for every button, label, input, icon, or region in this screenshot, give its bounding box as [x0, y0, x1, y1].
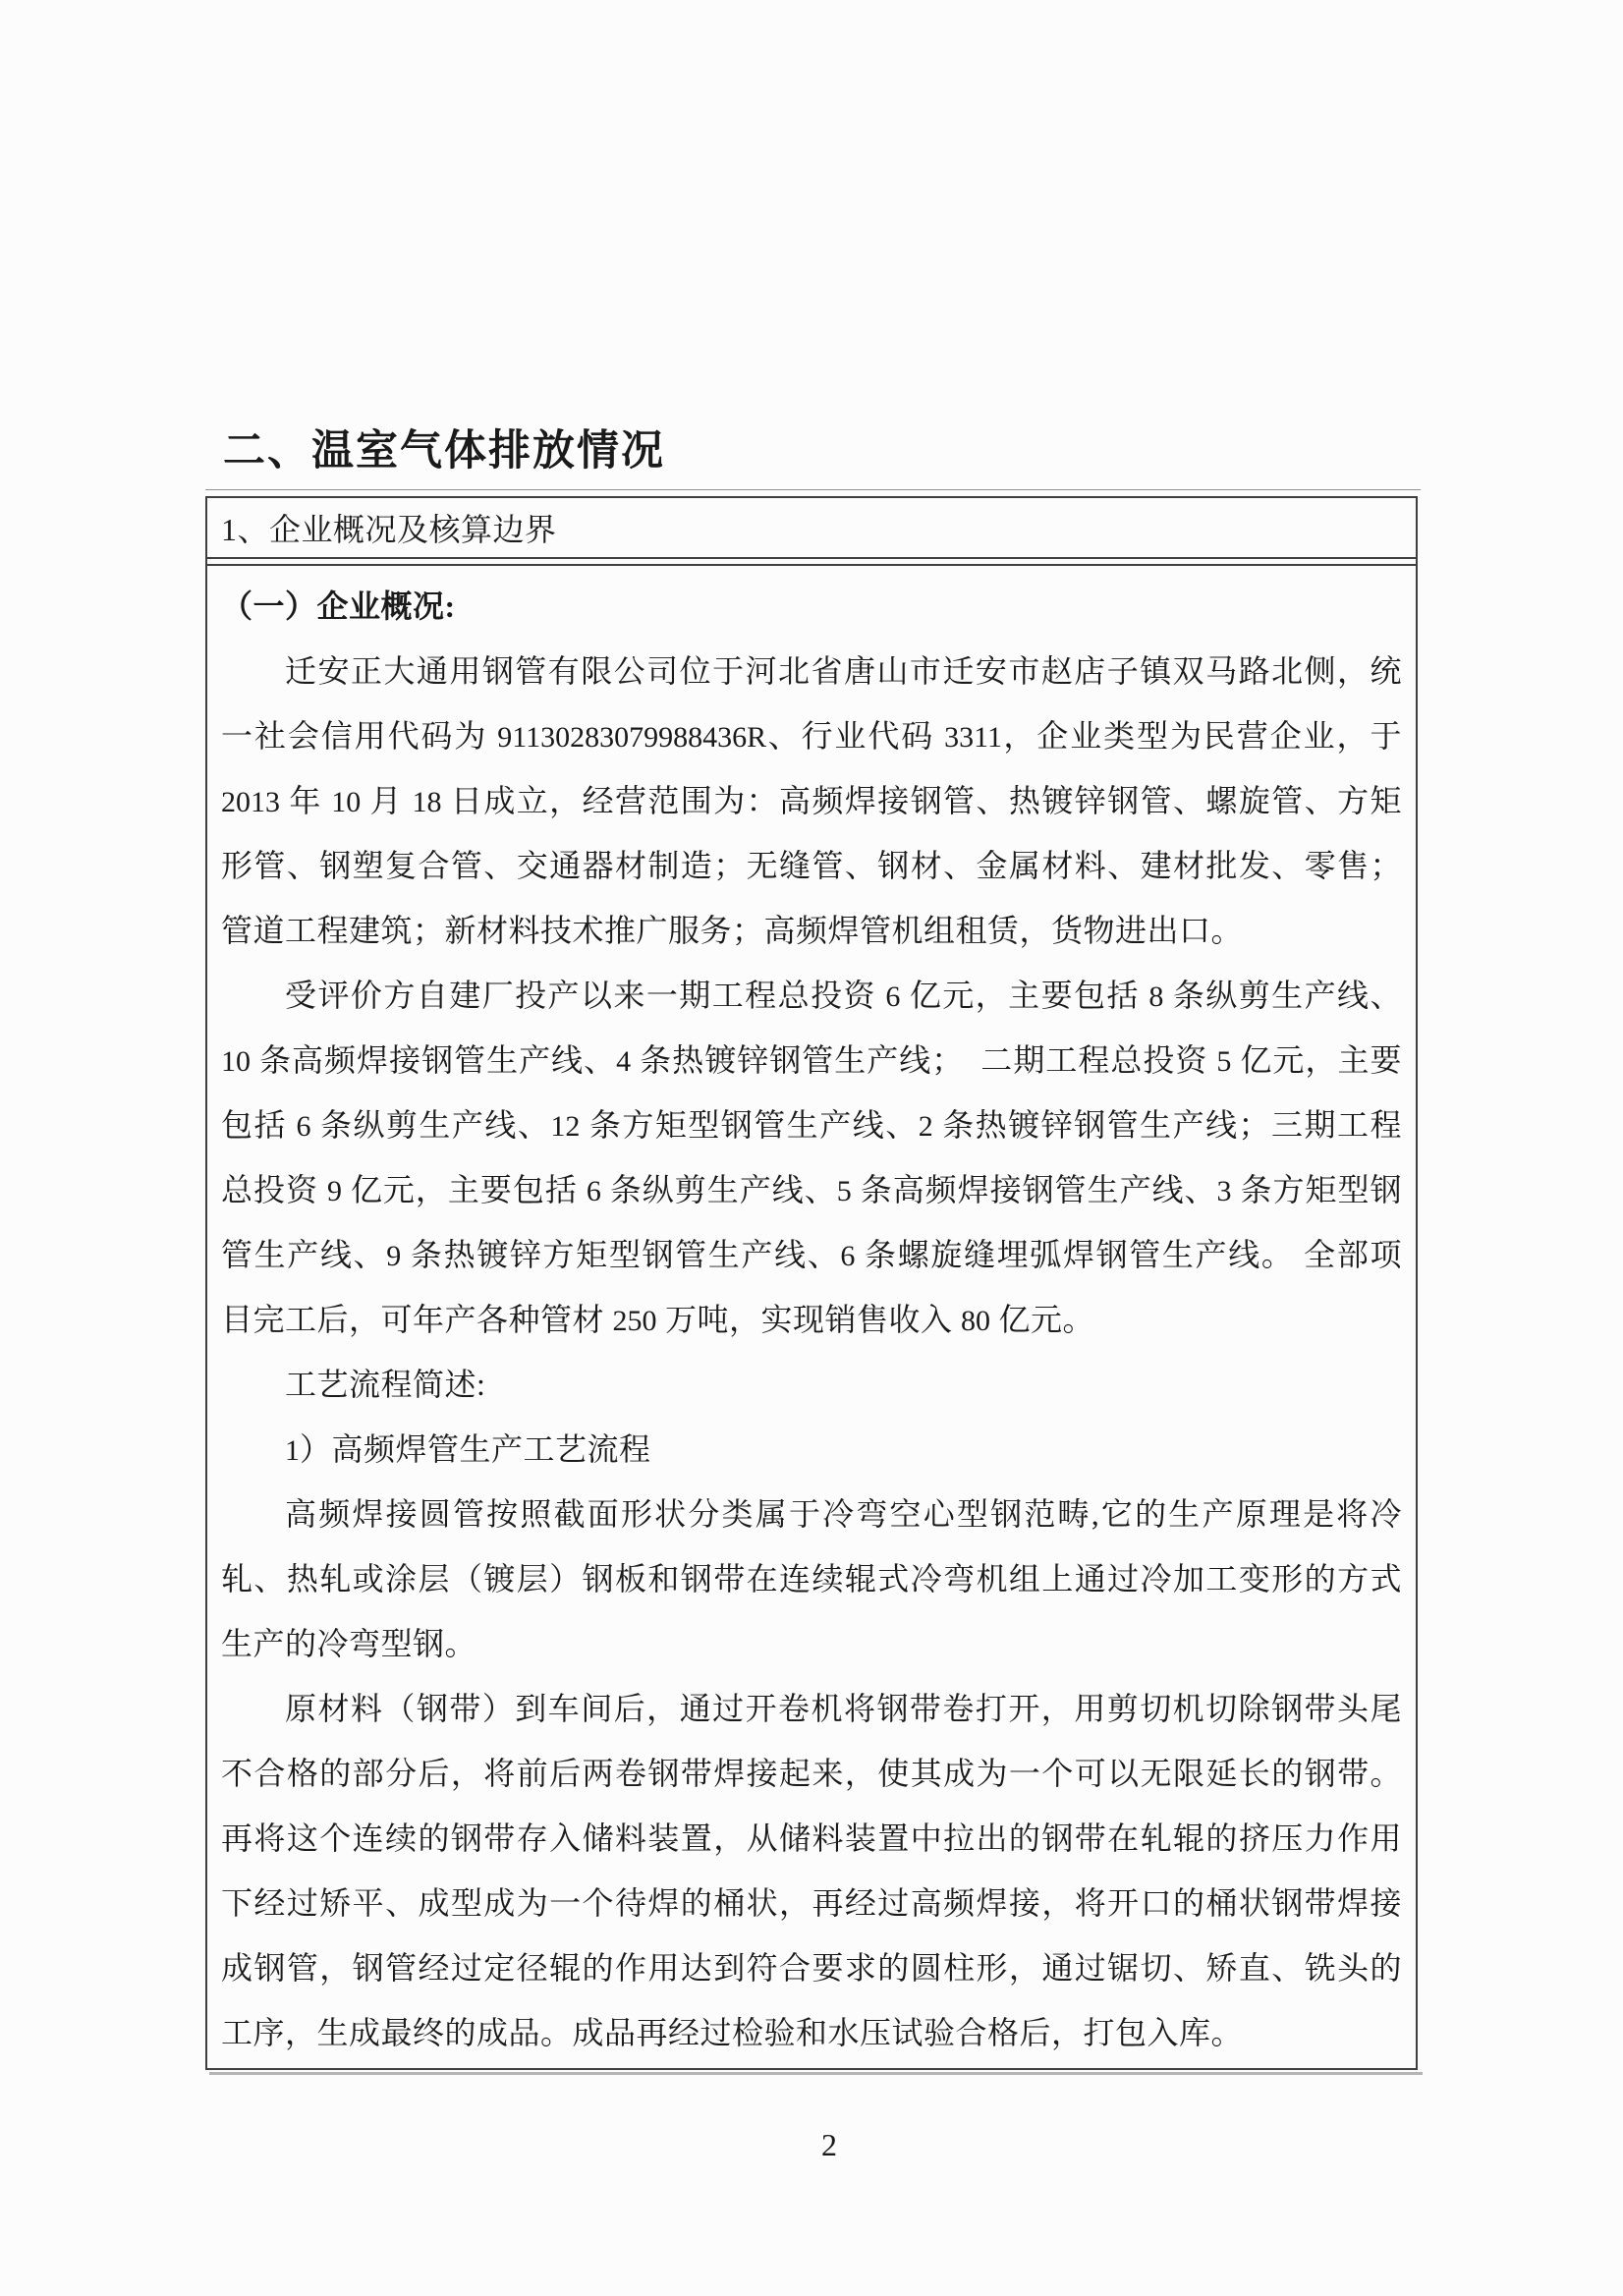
table-header-label: 1、企业概况及核算边界: [221, 512, 557, 547]
paragraph-line: 一社会信用代码为 91130283079988436R、行业代码 3311，企业类型为民营企业，于: [221, 718, 1402, 754]
latin-run: 6: [885, 980, 901, 1013]
paragraph-line: 原材料（钢带）到车间后，通过开卷机将钢带卷打开，用剪切机切除钢带头尾: [285, 1691, 1402, 1726]
latin-run: 5: [1216, 1045, 1232, 1078]
paragraph-line: 工序，生成最终的成品。成品再经过检验和水压试验合格后，打包入库。: [221, 2015, 1244, 2050]
paragraph-line: 管道工程建筑；新材料技术推广服务；高频焊管机组租赁，货物进出口。: [221, 913, 1244, 948]
paragraph-line: 形管、钢塑复合管、交通器材制造；无缝管、钢材、金属材料、建材批发、零售；: [221, 848, 1402, 883]
latin-run: 80: [961, 1305, 991, 1337]
paragraph-line: 轧、热轧或涂层（镀层）钢板和钢带在连续辊式冷弯机组上通过冷加工变形的方式: [221, 1561, 1402, 1596]
latin-run: 3: [1216, 1175, 1232, 1207]
latin-run: 12: [550, 1110, 581, 1143]
latin-run: 3311: [944, 721, 1002, 754]
paragraph-line: 受评价方自建厂投产以来一期工程总投资 6 亿元，主要包括 8 条纵剪生产线、: [285, 978, 1402, 1013]
table-top-hairline: [205, 489, 1421, 490]
paragraph-line: 下经过矫平、成型成为一个待焊的桶状，再经过高频焊接，将开口的桶状钢带焊接: [221, 1885, 1402, 1921]
table-bottom-shadow: [209, 2072, 1423, 2075]
latin-run: 250: [612, 1305, 657, 1337]
latin-run: 6: [296, 1110, 311, 1143]
paragraph-line: 包括 6 条纵剪生产线、12 条方矩型钢管生产线、2 条热镀锌钢管生产线；三期工程: [221, 1107, 1402, 1143]
latin-run: 6: [840, 1240, 856, 1272]
header-body-divider: [207, 559, 1416, 566]
paragraph-line: 生产的冷弯型钢。: [221, 1626, 477, 1661]
latin-run: 5: [836, 1175, 852, 1207]
paragraph-line: 工艺流程简述:: [285, 1367, 486, 1402]
paragraph-line: 成钢管，钢管经过定径辊的作用达到符合要求的圆柱形，通过锯切、矫直、铣头的: [221, 1950, 1402, 1986]
paragraph-line: 再将这个连续的钢带存入储料装置，从储料装置中拉出的钢带在轧辊的挤压力作用: [221, 1820, 1402, 1856]
latin-run: 18: [412, 786, 442, 818]
latin-run: 2: [918, 1110, 933, 1143]
latin-run: 2013: [221, 786, 280, 818]
table-header-row: [207, 498, 1416, 559]
latin-run: 91130283079988436R: [497, 721, 767, 754]
latin-run: 9: [326, 1175, 342, 1207]
latin-run: 10: [331, 786, 362, 818]
latin-run: 8: [1148, 980, 1164, 1013]
subsection-heading: （一）企业概况:: [221, 588, 456, 624]
paragraphs-container: [221, 639, 1402, 2065]
latin-run: 10: [221, 1045, 251, 1078]
section-title: 二、温室气体排放情况: [223, 428, 665, 475]
paragraph-line: 不合格的部分后，将前后两卷钢带焊接起来，使其成为一个可以无限延长的钢带。: [221, 1756, 1402, 1791]
latin-run: 6: [586, 1175, 601, 1207]
latin-run: 9: [386, 1240, 402, 1272]
page-number: 2: [821, 2127, 837, 2162]
latin-run: 4: [616, 1045, 632, 1078]
paragraph-line: 目完工后，可年产各种管材 250 万吨，实现销售收入 80 亿元。: [221, 1302, 1095, 1337]
table-body-cell: [207, 566, 1416, 2065]
paragraph-line: 高频焊接圆管按照截面形状分类属于冷弯空心型钢范畴,它的生产原理是将冷: [285, 1496, 1402, 1532]
paragraph-line: 管生产线、9 条热镀锌方矩型钢管生产线、6 条螺旋缝埋弧焊钢管生产线。 全部项: [221, 1237, 1402, 1272]
latin-run: 1: [285, 1434, 300, 1467]
paragraph-line: 迁安正大通用钢管有限公司位于河北省唐山市迁安市赵店子镇双马路北侧，统: [285, 653, 1402, 689]
paragraph-line: 1）高频焊管生产工艺流程: [285, 1431, 651, 1467]
paragraph-line: 总投资 9 亿元，主要包括 6 条纵剪生产线、5 条高频焊接钢管生产线、3 条方矩型钢: [221, 1172, 1402, 1207]
paragraph-line: 2013 年 10 月 18 日成立，经营范围为：高频焊接钢管、热镀锌钢管、螺旋管、方矩: [221, 783, 1402, 818]
enterprise-overview-table: [205, 496, 1418, 2070]
paragraph-line: 10 条高频焊接钢管生产线、4 条热镀锌钢管生产线； 二期工程总投资 5 亿元，主要: [221, 1042, 1402, 1078]
